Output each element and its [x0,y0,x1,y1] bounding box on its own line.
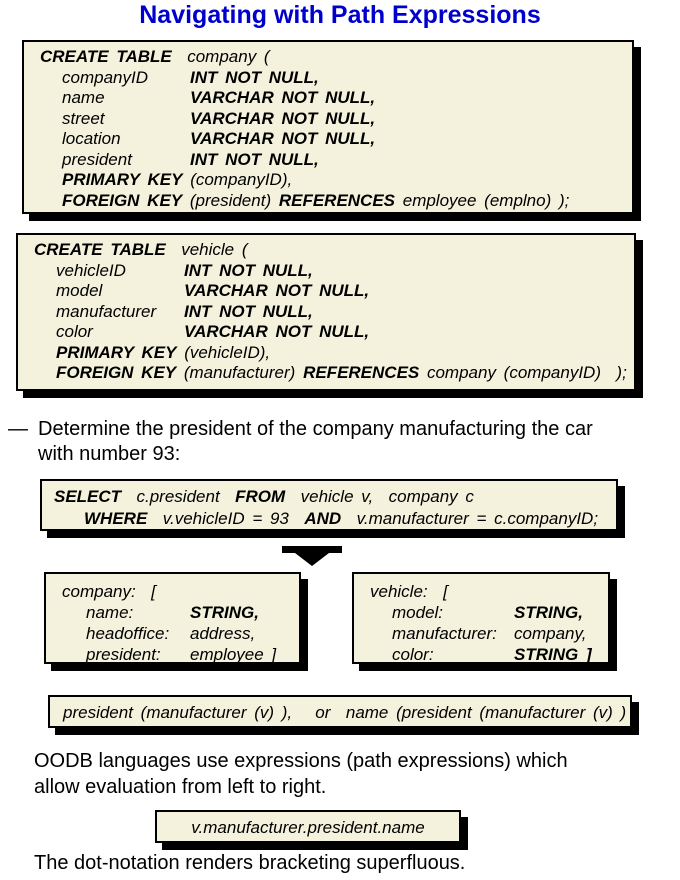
field-row [40,109,632,130]
type-field: president: [86,645,161,664]
path-expression: president (manufacturer (v) ), or name (president (manufacturer (v) ) [63,703,627,722]
field-row [40,88,632,109]
field-name: model [56,281,103,300]
field-name: president [62,149,132,169]
references-target: company (companyID) ); [419,363,627,382]
type-value: employee ] [190,645,277,664]
type-row [62,644,299,665]
code-line [40,191,632,212]
oodb-text [34,748,568,800]
type-row [370,644,608,665]
sql-keyword: CREATE TABLE [40,47,172,66]
field-type: VARCHAR NOT NULL, [190,129,376,148]
references-target: employee (emplno) ); [395,190,570,210]
field-name: manufacturer [56,301,157,321]
code-line [54,508,616,530]
field-row [40,150,632,171]
field-name: vehicleID [56,260,126,280]
sql-keyword: FROM [235,487,286,506]
primary-key-columns: (companyID), [182,170,293,189]
field-type: INT NOT NULL, [190,149,319,169]
question-line-2: with number 93: [38,443,181,465]
type-field: headoffice: [86,624,170,643]
code-line [34,343,634,364]
page-title: Navigating with Path Expressions [139,1,541,29]
field-type: INT NOT NULL, [184,301,313,321]
oodb-line-2: allow evaluation from left to right. [34,776,327,798]
type-row [62,602,299,623]
sql-keyword: PRIMARY KEY [56,342,177,362]
code-line [40,170,632,191]
dash-bullet: — [8,418,28,440]
table-name: vehicle ( [165,240,248,259]
type-row [62,623,299,644]
dot-notation-panel [155,810,461,843]
vehicle-type-panel [352,572,610,664]
oodb-line-1: OODB languages use expressions (path expressions) which [34,750,568,772]
sql-keyword: PRIMARY KEY [62,170,183,189]
field-type: VARCHAR NOT NULL, [190,108,376,128]
field-name: location [62,129,121,148]
field-row [34,302,634,323]
sql-keyword: WHERE [84,509,148,528]
where-condition: v.manufacturer = c.companyID; [341,509,599,528]
code-line [34,363,634,384]
type-header: vehicle: [ [370,582,448,601]
field-name: color [56,322,93,341]
foreign-key-columns: (manufacturer) [176,363,304,382]
code-line [40,47,632,68]
type-value: STRING, [190,603,259,622]
field-type: VARCHAR NOT NULL, [190,88,376,107]
field-type: VARCHAR NOT NULL, [184,322,370,341]
sql-query-panel [40,479,618,531]
type-field: name: [86,603,134,622]
field-row [40,68,632,89]
type-field: model: [392,603,444,622]
from-list: vehicle v, company c [285,487,474,506]
sql-keyword: CREATE TABLE [34,240,166,259]
field-type: INT NOT NULL, [184,260,313,280]
path-expression-panel [48,695,632,728]
field-type: INT NOT NULL, [190,67,319,87]
sql-keyword: REFERENCES [278,190,396,210]
type-value: STRING, [514,603,583,622]
type-field: color: [392,645,434,664]
code-line [54,486,616,508]
field-row [34,261,634,282]
company-type-panel [44,572,301,664]
create-table-vehicle-panel [16,233,636,391]
type-value: company, [514,624,587,643]
table-name: company ( [171,47,270,66]
foreign-key-columns: (president) [182,190,279,210]
type-value: address, [190,624,256,643]
select-list: c.president [121,487,236,506]
dot-expression: v.manufacturer.president.name [191,818,425,837]
question-line-1: Determine the president of the company manufacturing the car [38,418,593,440]
field-row [40,129,632,150]
sql-keyword: FOREIGN KEY [56,363,177,382]
field-name: companyID [62,67,148,87]
type-field: manufacturer: [392,624,497,643]
code-line [34,240,634,261]
down-arrow-icon [281,545,343,567]
field-name: name [62,88,105,107]
sql-keyword: SELECT [54,487,122,506]
type-value: STRING ] [514,645,592,664]
type-row [370,623,608,644]
sql-keyword: AND [304,509,342,528]
where-condition: v.vehicleID = 93 [147,509,305,528]
sql-keyword: REFERENCES [303,363,420,382]
field-row [34,281,634,302]
field-row [34,322,634,343]
sql-keyword: FOREIGN KEY [62,190,183,210]
type-row [370,602,608,623]
question-text [8,417,593,467]
primary-key-columns: (vehicleID), [176,342,271,362]
create-table-company-panel [22,40,634,214]
field-type: VARCHAR NOT NULL, [184,281,370,300]
type-header: company: [ [62,582,156,601]
field-name: street [62,108,105,128]
question-line [8,417,593,442]
closing-text: The dot-notation renders bracketing superfluous. [34,852,466,874]
